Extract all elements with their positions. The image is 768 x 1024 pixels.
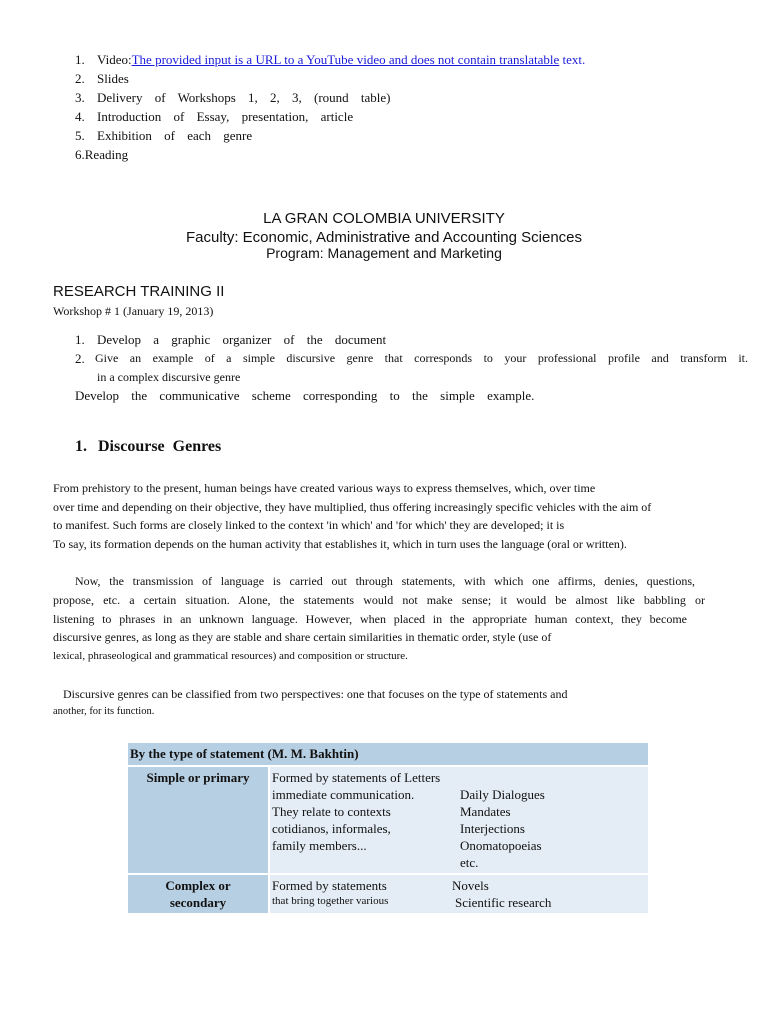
description-line: family members...: [272, 838, 367, 853]
paragraph-line: to manifest. Such forms are closely linked to the context 'in which' and 'for which' they are developed; it is: [53, 518, 565, 532]
video-suffix: text.: [559, 52, 586, 67]
example-item: etc.: [460, 855, 479, 870]
genre-description-simple: [269, 766, 450, 874]
paragraph-line: listening to phrases in an unknown language. However, when placed in the appropriate human context, they become: [53, 612, 687, 626]
example-item: Mandates: [460, 804, 511, 819]
genre-label-simple: Simple or primary: [128, 766, 269, 874]
paragraph-line: lexical, phraseological and grammatical resources) and composition or structure.: [53, 650, 408, 662]
paragraph-line: Now, the transmission of language is carried out through statements, with which one affirms, denies, questions,: [75, 574, 695, 588]
task-number: 1.: [75, 332, 85, 347]
genre-classification-table: [128, 743, 648, 913]
description-line: that bring together various: [272, 895, 389, 907]
list-item-number: 4.: [75, 109, 85, 124]
description-line: Formed by statements: [272, 878, 387, 893]
description-line: cotidianos, informales,: [272, 821, 391, 836]
list-item-slides: Slides: [97, 71, 129, 86]
paragraph-line: over time and depending on their objective, they have multiplied, thus offering increasingly specific vehicles with the aim of: [53, 500, 652, 514]
paragraph-line: From prehistory to the present, human beings have created various ways to express themselves, which, over time: [53, 481, 596, 495]
example-item: Novels: [452, 878, 489, 893]
genre-label-complex: [128, 874, 269, 913]
list-item-number: 2.: [75, 71, 85, 86]
table-header: By the type of statement (M. M. Bakhtin): [128, 743, 648, 766]
genre-description-complex: [269, 874, 450, 913]
example-item: Interjections: [460, 821, 525, 836]
paragraph-line: another, for its function.: [53, 706, 155, 717]
task-graphic-organizer: Develop a graphic organizer of the document: [97, 332, 387, 347]
workshop-date: Workshop # 1 (January 19, 2013): [53, 304, 214, 318]
paragraph-line: Discursive genres can be classified from two perspectives: one that focuses on the type of statements and: [63, 687, 568, 701]
list-item-introduction: Introduction of Essay, presentation, article: [97, 109, 354, 124]
task-communicative-scheme: Develop the communicative scheme corresponding to the simple example.: [75, 388, 535, 403]
description-line: Formed by statements of Letters: [272, 770, 441, 785]
paragraph-line: To say, its formation depends on the human activity that establishes it, which in turn uses the language (oral or written).: [53, 537, 627, 551]
list-item-reading: 6.Reading: [75, 147, 129, 162]
paragraph-line: propose, etc. a certain situation. Alone, the statements would not make sense; it would be almost like babbling or: [53, 593, 705, 607]
genre-examples-complex: [450, 874, 648, 913]
genre-examples-simple: [450, 766, 648, 874]
course-title: RESEARCH TRAINING II: [53, 283, 225, 300]
description-line: They relate to contexts: [272, 804, 391, 819]
table-row: [128, 766, 648, 874]
task-example-line2: in a complex discursive genre: [97, 370, 241, 384]
university-name: LA GRAN COLOMBIA UNIVERSITY: [263, 210, 505, 227]
list-item-exhibition: Exhibition of each genre: [97, 128, 253, 143]
section-title: Discourse Genres: [98, 438, 222, 455]
table-header-row: [128, 743, 648, 766]
label-line: secondary: [169, 895, 227, 910]
faculty-name: Faculty: Economic, Administrative and Accounting Sciences: [185, 229, 583, 246]
example-item: Onomatopoeias: [460, 838, 542, 853]
section-number: 1.: [75, 438, 87, 455]
description-line: immediate communication.: [272, 787, 415, 802]
video-link[interactable]: The provided input is a URL to a YouTube video and does not contain translatable: [131, 52, 560, 67]
example-item: Daily Dialogues: [460, 787, 545, 802]
table-row: [128, 874, 648, 913]
paragraph-line: discursive genres, as long as they are stable and share certain similarities in thematic order, style (use of: [53, 630, 552, 644]
list-item-workshops: Delivery of Workshops 1, 2, 3, (round table): [97, 90, 391, 105]
list-item-video: [97, 51, 585, 69]
program-name: Program: Management and Marketing: [266, 245, 502, 261]
label-line: Complex or: [165, 878, 231, 893]
list-item-number: 5.: [75, 128, 85, 143]
list-item-number: 3.: [75, 90, 85, 105]
task-number: 2.: [75, 351, 85, 366]
example-item: Scientific research: [455, 895, 552, 910]
video-prefix: Video:: [97, 52, 132, 67]
list-item-number: 1.: [75, 52, 85, 67]
task-example-line1: Give an example of a simple discursive genre that corresponds to your professional profile and transform it.: [95, 351, 748, 365]
